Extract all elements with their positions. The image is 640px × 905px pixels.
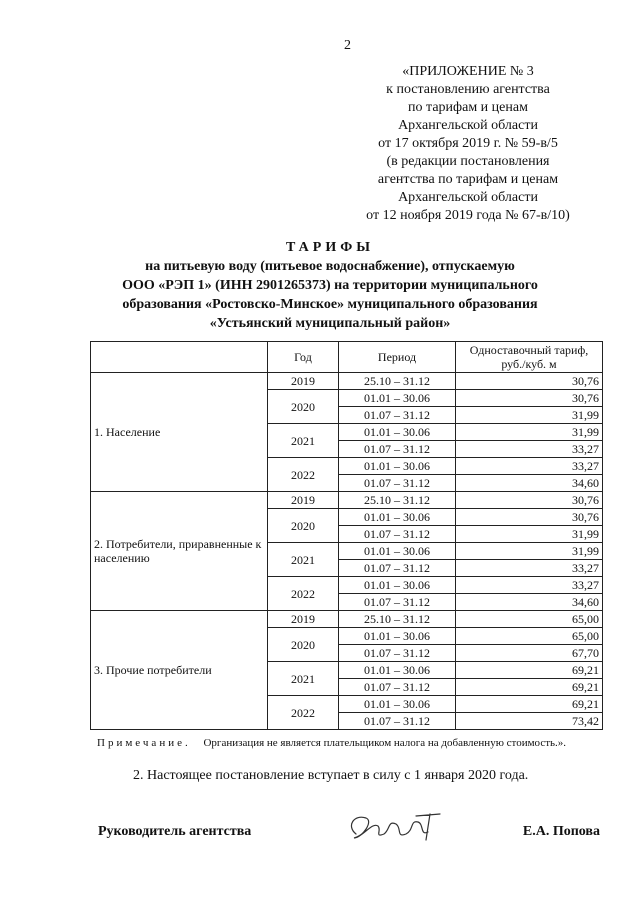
period-cell: 01.01 – 30.06 bbox=[339, 628, 456, 645]
year-cell: 2020 bbox=[268, 628, 339, 662]
page-number: 2 bbox=[344, 38, 351, 53]
period-cell: 01.01 – 30.06 bbox=[339, 543, 456, 560]
category-cell: 3. Прочие потребители bbox=[91, 611, 268, 730]
tariff-cell: 34,60 bbox=[456, 594, 603, 611]
title-subline: ООО «РЭП 1» (ИНН 2901265373) на территории муниципального bbox=[122, 278, 538, 293]
period-cell: 01.01 – 30.06 bbox=[339, 696, 456, 713]
period-cell: 01.01 – 30.06 bbox=[339, 424, 456, 441]
year-cell: 2022 bbox=[268, 577, 339, 611]
period-cell: 25.10 – 31.12 bbox=[339, 492, 456, 509]
table-row bbox=[91, 373, 603, 390]
tariff-cell: 30,76 bbox=[456, 492, 603, 509]
header-period: Период bbox=[339, 342, 456, 373]
tariff-cell: 33,27 bbox=[456, 441, 603, 458]
appendix-line: Архангельской области bbox=[398, 190, 538, 205]
year-cell: 2020 bbox=[268, 509, 339, 543]
year-cell: 2020 bbox=[268, 390, 339, 424]
signatory-name: Е.А. Попова bbox=[522, 824, 600, 839]
tariff-cell: 69,21 bbox=[456, 662, 603, 679]
appendix-block bbox=[338, 63, 598, 225]
appendix-line: от 17 октября 2019 г. № 59-в/5 bbox=[378, 136, 558, 151]
effective-date-clause: 2. Настоящее постановление вступает в силу с 1 января 2020 года. bbox=[133, 768, 529, 783]
period-cell: 01.07 – 31.12 bbox=[339, 407, 456, 424]
tariff-cell: 33,27 bbox=[456, 577, 603, 594]
period-cell: 01.07 – 31.12 bbox=[339, 645, 456, 662]
period-cell: 01.07 – 31.12 bbox=[339, 441, 456, 458]
handwritten-signature bbox=[344, 808, 454, 848]
title-subline: образования «Ростовско-Минское» муниципального образования bbox=[122, 297, 538, 312]
period-cell: 01.07 – 31.12 bbox=[339, 594, 456, 611]
title-subline-list bbox=[60, 257, 600, 333]
period-cell: 01.07 – 31.12 bbox=[339, 560, 456, 577]
period-cell: 25.10 – 31.12 bbox=[339, 611, 456, 628]
tariff-cell: 67,70 bbox=[456, 645, 603, 662]
tariff-cell: 34,60 bbox=[456, 475, 603, 492]
appendix-line: «ПРИЛОЖЕНИЕ № 3 bbox=[402, 64, 534, 79]
tariff-table bbox=[90, 341, 603, 730]
title-subline: на питьевую воду (питьевое водоснабжение), отпускаемую bbox=[145, 259, 515, 274]
period-cell: 01.01 – 30.06 bbox=[339, 390, 456, 407]
period-cell: 01.07 – 31.12 bbox=[339, 475, 456, 492]
note-text: Организация не является плательщиком налога на добавленную стоимость.». bbox=[203, 737, 567, 749]
year-cell: 2019 bbox=[268, 373, 339, 390]
tariff-cell: 30,76 bbox=[456, 509, 603, 526]
table-row bbox=[91, 611, 603, 628]
tariff-cell: 31,99 bbox=[456, 526, 603, 543]
year-cell: 2021 bbox=[268, 424, 339, 458]
tariff-cell: 73,42 bbox=[456, 713, 603, 730]
tariff-cell: 31,99 bbox=[456, 424, 603, 441]
appendix-line: от 12 ноября 2019 года № 67-в/10) bbox=[366, 208, 570, 223]
tariff-cell: 65,00 bbox=[456, 611, 603, 628]
tariff-table-body bbox=[91, 373, 603, 730]
signatory-position: Руководитель агентства bbox=[98, 824, 252, 839]
category-cell: 2. Потребители, приравненные к населению bbox=[91, 492, 268, 611]
tariff-cell: 31,99 bbox=[456, 543, 603, 560]
period-cell: 25.10 – 31.12 bbox=[339, 373, 456, 390]
table-header-row bbox=[91, 342, 603, 373]
tariff-cell: 30,76 bbox=[456, 373, 603, 390]
period-cell: 01.07 – 31.12 bbox=[339, 526, 456, 543]
appendix-line: (в редакции постановления bbox=[386, 154, 550, 169]
period-cell: 01.01 – 30.06 bbox=[339, 662, 456, 679]
title-word: ТАРИФЫ bbox=[286, 240, 374, 255]
tariff-cell: 31,99 bbox=[456, 407, 603, 424]
note bbox=[97, 737, 566, 749]
category-cell: 1. Население bbox=[91, 373, 268, 492]
header-category bbox=[91, 342, 268, 373]
table-row bbox=[91, 492, 603, 509]
tariff-cell: 33,27 bbox=[456, 458, 603, 475]
period-cell: 01.01 – 30.06 bbox=[339, 458, 456, 475]
year-cell: 2021 bbox=[268, 543, 339, 577]
header-tariff: Одноставочный тариф, руб./куб. м bbox=[456, 342, 603, 373]
year-cell: 2022 bbox=[268, 458, 339, 492]
year-cell: 2022 bbox=[268, 696, 339, 730]
document-title bbox=[60, 238, 600, 333]
year-cell: 2019 bbox=[268, 611, 339, 628]
appendix-line: агентства по тарифам и ценам bbox=[377, 172, 559, 187]
header-year: Год bbox=[268, 342, 339, 373]
tariff-cell: 30,76 bbox=[456, 390, 603, 407]
note-label: Примечание. bbox=[97, 737, 191, 749]
appendix-line: Архангельской области bbox=[398, 118, 538, 133]
tariff-cell: 69,21 bbox=[456, 679, 603, 696]
tariff-cell: 33,27 bbox=[456, 560, 603, 577]
period-cell: 01.07 – 31.12 bbox=[339, 713, 456, 730]
tariff-cell: 65,00 bbox=[456, 628, 603, 645]
title-subline: «Устьянский муниципальный район» bbox=[209, 316, 451, 331]
period-cell: 01.01 – 30.06 bbox=[339, 509, 456, 526]
year-cell: 2019 bbox=[268, 492, 339, 509]
period-cell: 01.01 – 30.06 bbox=[339, 577, 456, 594]
appendix-line: к постановлению агентства bbox=[386, 82, 550, 97]
year-cell: 2021 bbox=[268, 662, 339, 696]
appendix-line: по тарифам и ценам bbox=[408, 100, 528, 115]
period-cell: 01.07 – 31.12 bbox=[339, 679, 456, 696]
tariff-cell: 69,21 bbox=[456, 696, 603, 713]
